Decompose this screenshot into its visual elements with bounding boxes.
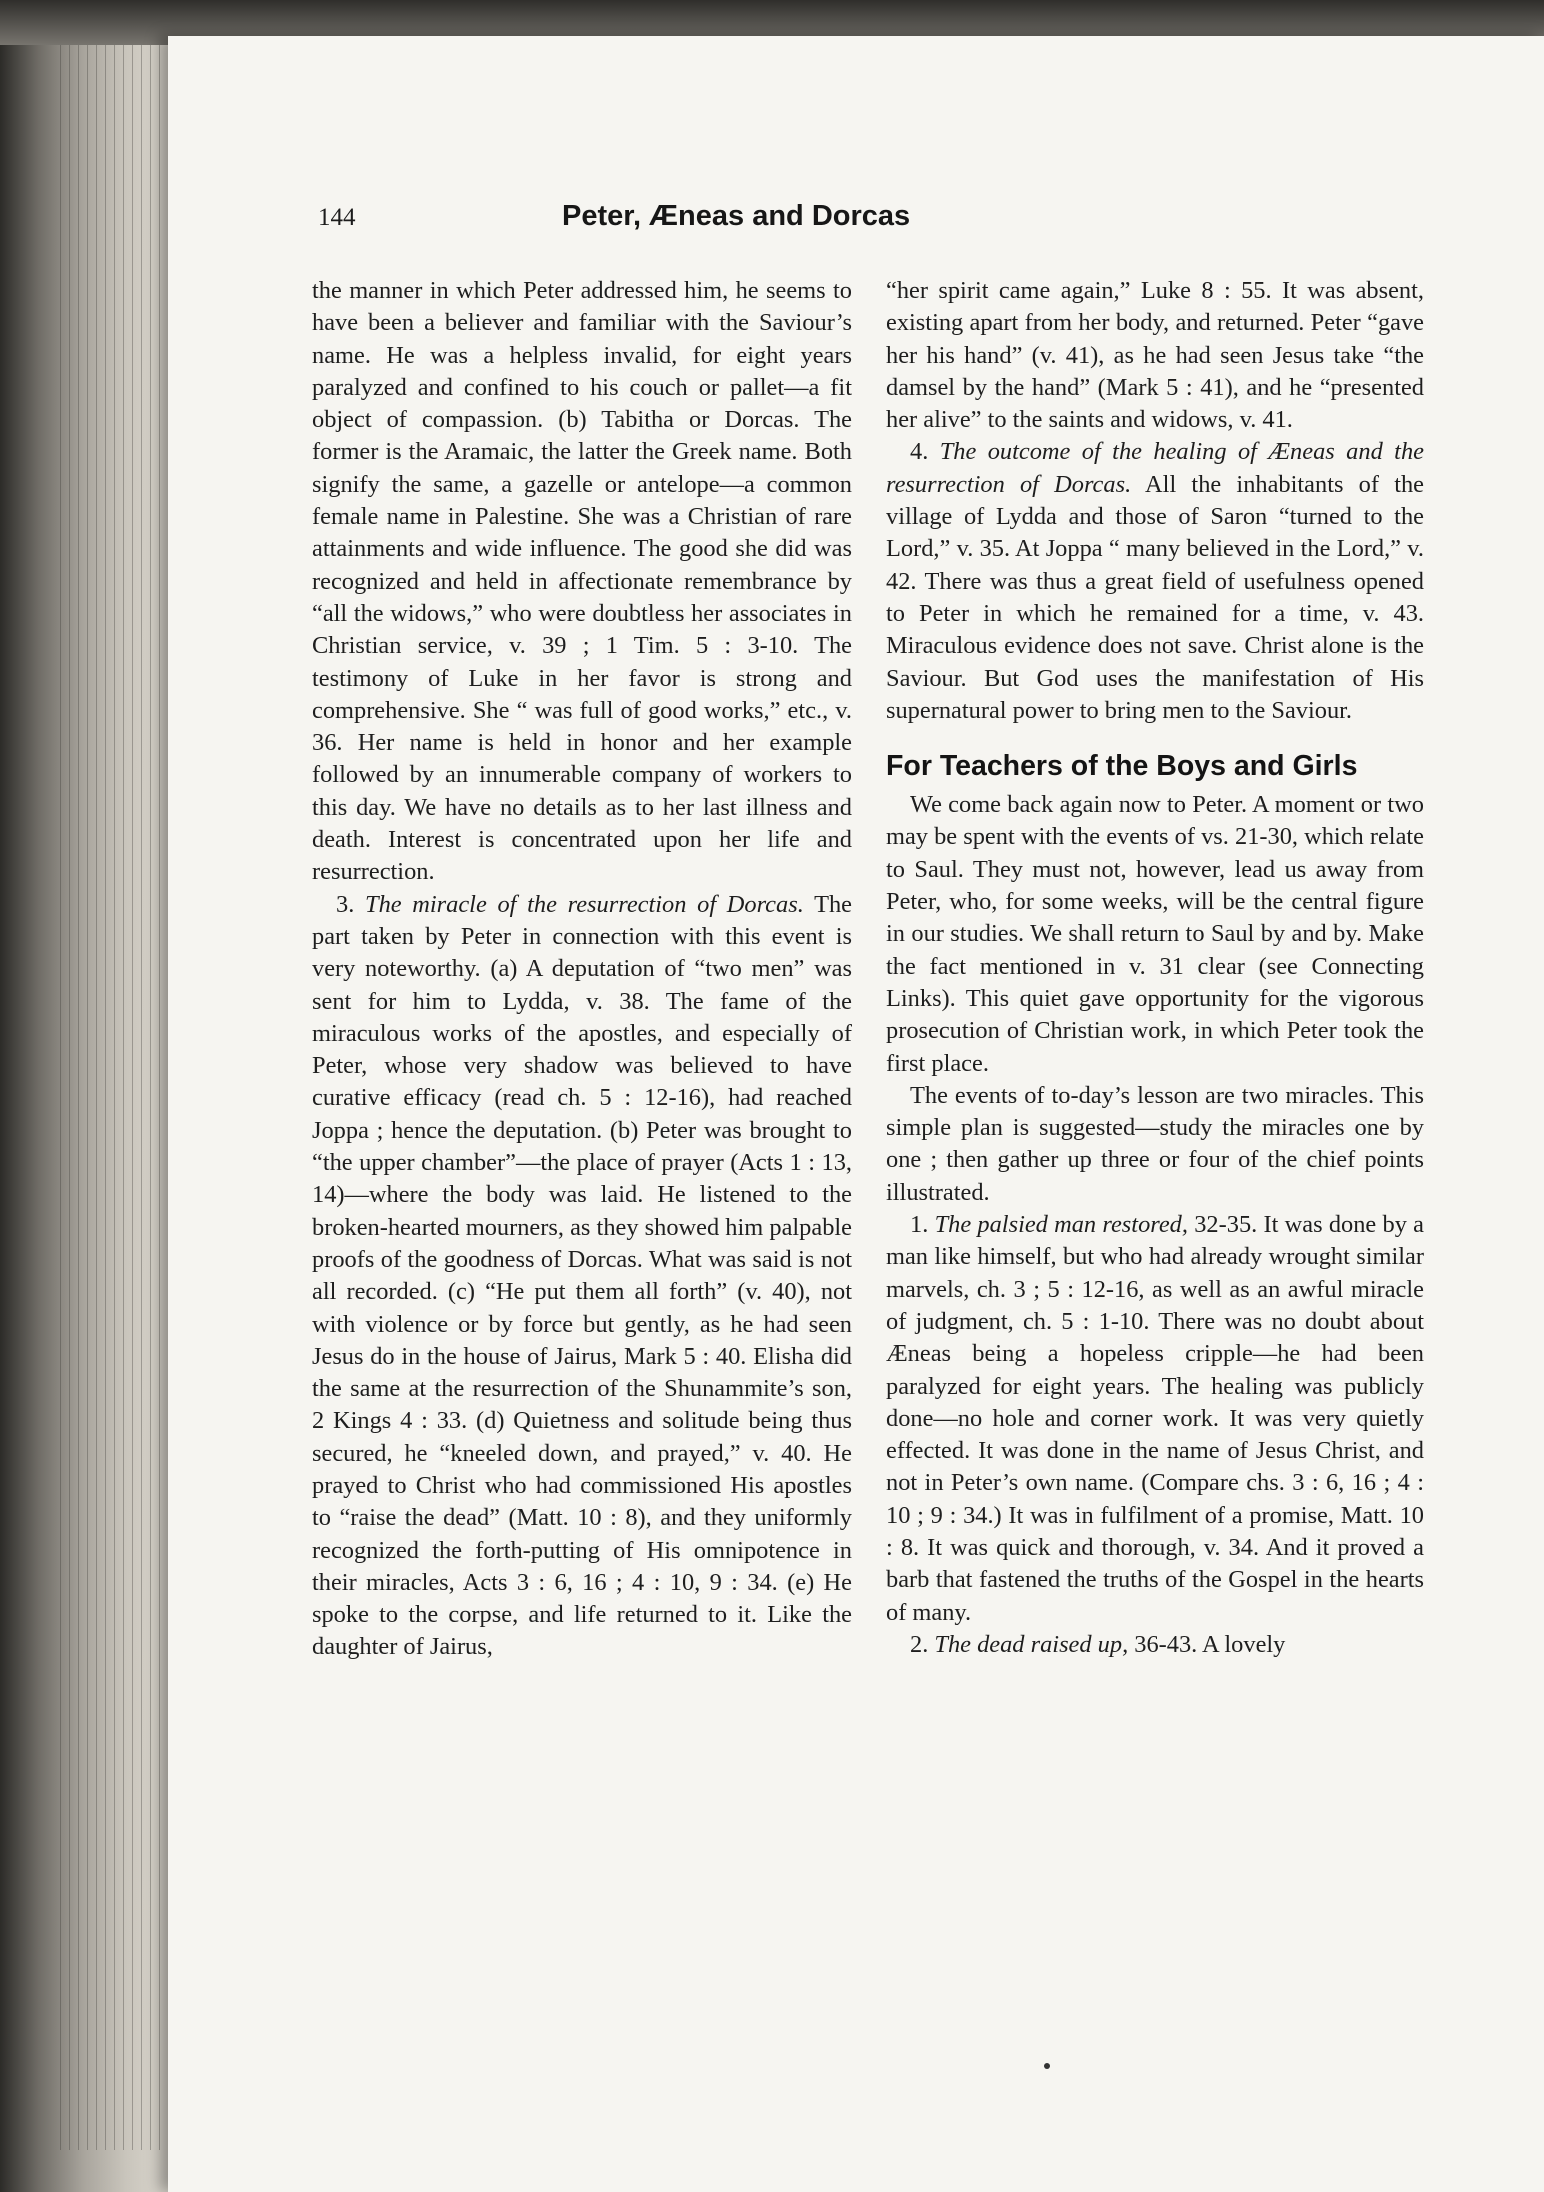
item-number: 2. bbox=[910, 1630, 929, 1658]
right-column bbox=[886, 275, 1424, 1661]
item-number: 4. bbox=[910, 438, 929, 466]
item-body: 32-35. It was done by a man like himself, but who had already wrought similar marvels, ch. 3 ; 5 : 12-16, as well as an awful miracle of judgment, ch. 5 : 1-10. There was no doubt about Æneas being a hopeless cripple—he had been paralyzed for eight years. The healing was publicly done—no hole and corner work. It was very quietly effected. It was done in the name of Jesus Christ, and not in Peter’s own name. (Compare chs. 3 : 6, 16 ; 4 : 10 ; 9 : 34.) It was in fulfilment of a promise, Matt. 10 : 8. It was quick and thorough, v. 34. And it proved a barb that fastened the truths of the Gospel in the hearts of many. bbox=[886, 1211, 1424, 1626]
paragraph-miracle-resurrection bbox=[312, 889, 852, 1664]
paragraph: The events of to-day’s lesson are two miracles. This simple plan is suggested—study the miracles one by one ; then gather up three or four of the chief points illustrated. bbox=[886, 1081, 1424, 1206]
ink-speck bbox=[1044, 2063, 1050, 2069]
paragraph: We come back again now to Peter. A moment or two may be spent with the events of vs. 21-30, which relate to Saul. They must not, however, lead us away from Peter, who, for some weeks, will be the central figure in our studies. We shall return to Saul by and by. Make the fact mentioned in v. 31 clear (see Connecting Links). This quiet gave opportunity for the vigorous prosecution of Christian work, in which Peter took the first place. bbox=[886, 791, 1424, 1077]
page-number: 144 bbox=[318, 204, 356, 231]
paragraph-palsied-man bbox=[886, 1209, 1424, 1629]
running-title: Peter, Æneas and Dorcas bbox=[562, 200, 911, 232]
item-title: The miracle of the resurrection of Dorcas. bbox=[365, 890, 804, 918]
paragraph: “her spirit came again,” Luke 8 : 55. It was absent, existing apart from her body, and returned. Peter “gave her his hand” (v. 41), as he had seen Jesus take “the damsel by the hand” (Mark 5 : 41), and he “presented her alive” to the saints and widows, v. 41. bbox=[886, 277, 1424, 434]
page-edge-lines bbox=[60, 40, 170, 2150]
paragraph-outcome bbox=[886, 436, 1424, 727]
item-title: The outcome of the healing of Æneas and the resurrection of Dorcas. bbox=[886, 438, 1424, 498]
item-number: 3. bbox=[336, 890, 355, 918]
item-number: 1. bbox=[910, 1211, 929, 1239]
item-body: All the inhabitants of the village of Lydda and those of Saron “turned to the Lord,” v. 35. At Joppa “ many believed in the Lord,” v. 42. There was thus a great field of usefulness opened to Peter in which he remained for a time, v. 43. Miraculous evidence does not save. Christ alone is the Saviour. But God uses the manifestation of His supernatural power to bring men to the Saviour. bbox=[886, 470, 1424, 724]
paragraph: the manner in which Peter addressed him, he seems to have been a believer and familiar with the Saviour’s name. He was a helpless invalid, for eight years paralyzed and confined to his couch or pallet—a fit object of compassion. (b) Tabitha or Dorcas. The former is the Aramaic, the latter the Greek name. Both signify the same, a gazelle or antelope—a common female name in Palestine. She was a Christian of rare attainments and wide influence. The good she did was recognized and held in affectionate remembrance by “all the widows,” who were doubtless her associates in Christian service, v. 39 ; 1 Tim. 5 : 3-10. The testimony of Luke in her favor is strong and comprehensive. She “ was full of good works,” etc., v. 36. Her name is held in honor and her example followed by an innumerable company of workers to this day. We have no details as to her last illness and death. Interest is concentrated upon her life and resurrection. bbox=[312, 277, 852, 886]
item-title: The palsied man restored, bbox=[934, 1211, 1188, 1239]
left-column bbox=[312, 275, 852, 1664]
paragraph-dead-raised bbox=[886, 1629, 1424, 1661]
section-heading: For Teachers of the Boys and Girls bbox=[886, 750, 1358, 783]
item-title: The dead raised up, bbox=[934, 1630, 1129, 1658]
item-body: The part taken by Peter in connection with this event is very noteworthy. (a) A deputation of “two men” was sent for him to Lydda, v. 38. The fame of the miraculous works of the apostles, and especially of Peter, whose very shadow was believed to have curative efficacy (read ch. 5 : 12-16), had reached Joppa ; hence the deputation. (b) Peter was brought to “the upper chamber”—the place of prayer (Acts 1 : 13, 14)—where the body was laid. He listened to the broken-hearted mourners, as they showed him palpable proofs of the goodness of Dorcas. What was said is not all recorded. (c) “He put them all forth” (v. 40), not with violence or by force but gently, as he had seen Jesus do in the house of Jairus, Mark 5 : 40. Elisha did the same at the resurrection of the Shunammite’s son, 2 Kings 4 : 33. (d) Quietness and solitude being thus secured, he “kneeled down, and prayed,” v. 40. He prayed to Christ who had commissioned His apostles to “raise the dead” (Matt. 10 : 8), and they uniformly recognized the forth-putting of His omnipotence in their miracles, Acts 3 : 6, 16 ; 4 : 10, 9 : 34. (e) He spoke to the corpse, and life returned to it. Like the daughter of Jairus, bbox=[312, 890, 852, 1661]
item-body: 36-43. A lovely bbox=[1134, 1630, 1286, 1658]
